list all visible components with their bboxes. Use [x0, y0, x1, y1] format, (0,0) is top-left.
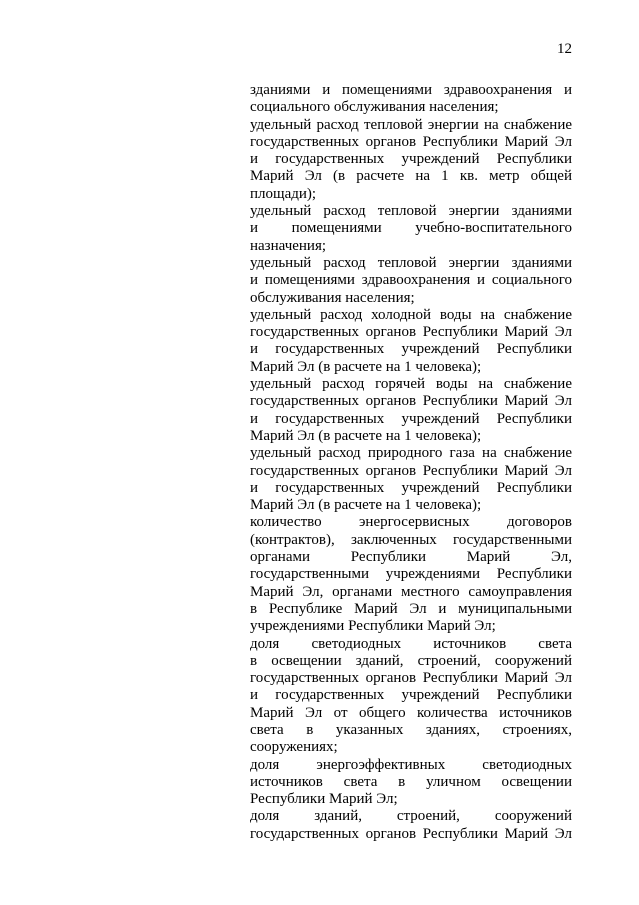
text-line: социального обслуживания населения; — [250, 99, 499, 116]
text-line: и государственных учреждений Республики — [250, 151, 572, 168]
text-line: государственных органов Республики Марий Эл — [250, 324, 572, 341]
text-line: и помещениями учебно-воспитательного — [250, 220, 572, 237]
text-line: зданиями и помещениями здравоохранения и — [250, 82, 572, 98]
text-line: государственных органов Республики Марий Эл — [250, 393, 572, 410]
text-line: Марий Эл, органами местного самоуправления — [250, 583, 572, 600]
text-line: государственных органов Республики Марий Эл — [250, 825, 572, 842]
list-item-paragraph — [250, 255, 572, 307]
list-item-paragraph — [250, 445, 572, 514]
page-number: 12 — [557, 41, 572, 57]
text-line: сооружениях; — [250, 739, 338, 756]
list-item-paragraph — [250, 203, 572, 255]
text-line: государственных органов Республики Марий Эл — [250, 670, 572, 687]
text-line: государственных органов Республики Марий Эл — [250, 462, 572, 479]
text-line: Марий Эл (в расчете на 1 человека); — [250, 358, 482, 375]
list-item-paragraph — [250, 82, 572, 117]
text-line: Марий Эл (в расчете на 1 человека); — [250, 497, 482, 514]
list-item-paragraph — [250, 808, 572, 843]
text-line: обслуживания населения; — [250, 289, 415, 306]
list-item-paragraph — [250, 376, 572, 445]
text-line: удельный расход холодной воды на снабжение — [250, 306, 572, 323]
text-line: источников света в уличном освещении — [250, 773, 572, 790]
text-line: количество энергосервисных договоров — [250, 514, 572, 531]
text-line: и государственных учреждений Республики — [250, 341, 572, 358]
text-line: учреждениями Республики Марий Эл; — [250, 618, 496, 635]
text-line: и государственных учреждений Республики — [250, 687, 572, 704]
text-line: удельный расход тепловой энергии зданиями — [250, 203, 572, 220]
text-line: и государственных учреждений Республики — [250, 479, 572, 496]
text-line: государственными учреждениями Республики — [250, 566, 572, 583]
text-line: площади); — [250, 185, 317, 202]
text-line: доля светодиодных источников света — [250, 635, 572, 652]
text-line: Марий Эл (в расчете на 1 человека); — [250, 427, 482, 444]
text-line: удельный расход горячей воды на снабжение — [250, 376, 572, 393]
text-line: назначения; — [250, 237, 327, 254]
text-line: и государственных учреждений Республики — [250, 410, 572, 427]
list-item-paragraph — [250, 636, 572, 757]
text-line: органами Республики Марий Эл, — [250, 549, 572, 566]
text-line: доля зданий, строений, сооружений — [250, 808, 572, 825]
list-item-paragraph — [250, 757, 572, 809]
text-line: удельный расход тепловой энергии на снабжение — [250, 116, 572, 133]
text-line: удельный расход тепловой энергии зданиями — [250, 254, 572, 271]
list-item-paragraph — [250, 514, 572, 635]
document-body — [250, 82, 572, 843]
text-line: (контрактов), заключенных государственными — [250, 531, 572, 548]
list-item-paragraph — [250, 117, 572, 203]
text-line: удельный расход природного газа на снабжение — [250, 445, 572, 462]
text-line: и помещениями здравоохранения и социального — [250, 272, 572, 289]
text-line: доля энергоэффективных светодиодных — [250, 756, 572, 773]
text-line: в Республике Марий Эл и муниципальными — [250, 600, 572, 617]
list-item-paragraph — [250, 307, 572, 376]
text-line: Марий Эл (в расчете на 1 кв. метр общей — [250, 168, 572, 185]
text-line: света в указанных зданиях, строениях, — [250, 721, 572, 738]
text-line: Марий Эл от общего количества источников — [250, 704, 572, 721]
text-line: Республики Марий Эл; — [250, 791, 398, 808]
text-line: в освещении зданий, строений, сооружений — [250, 652, 572, 669]
text-line: государственных органов Республики Марий Эл — [250, 133, 572, 150]
